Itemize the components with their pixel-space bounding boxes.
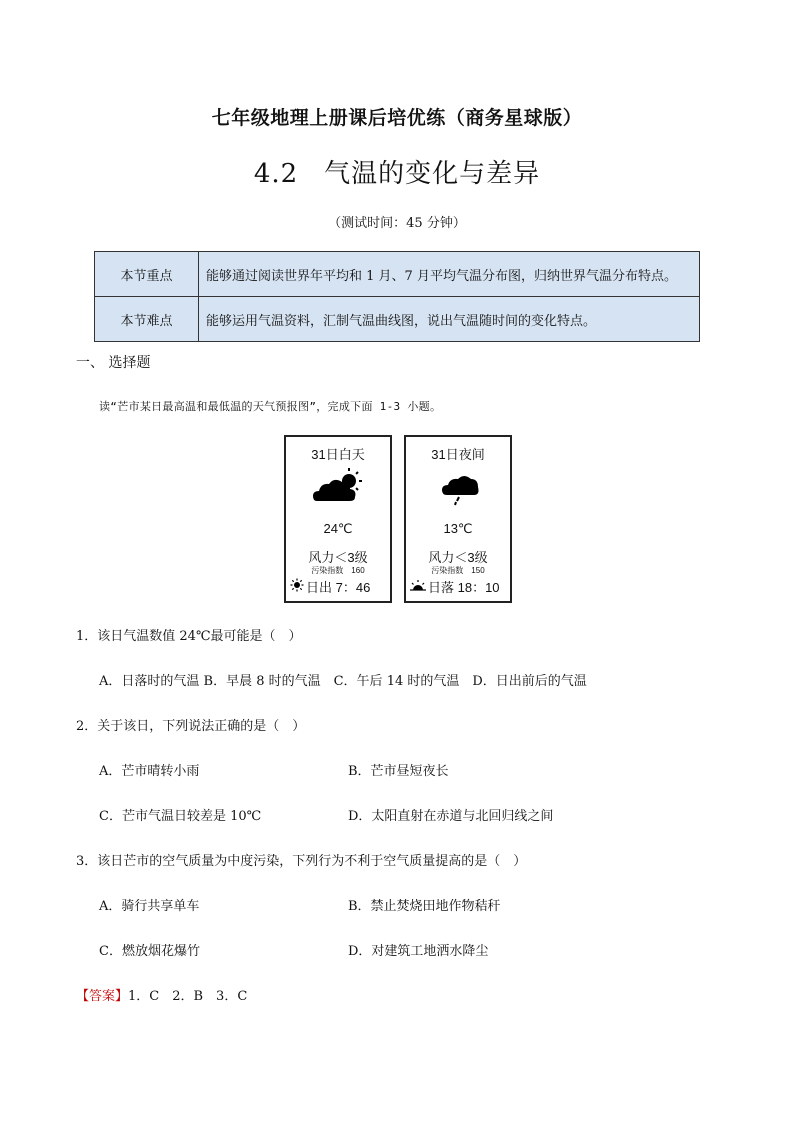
question-2-stem: 2．关于该日，下列说法正确的是（ ） (76, 719, 306, 734)
question-1-options: A．日落时的气温 B．早晨 8 时的气温 C．午后 14 时的气温 D．日出前后的气温 (99, 674, 587, 689)
document-title: 七年级地理上册课后培优练（商务星球版） (211, 107, 583, 129)
sunset-icon (410, 579, 428, 594)
section-number: 4.2 (253, 159, 299, 189)
forecast-day-temperature: 24℃ (323, 521, 353, 536)
forecast-day-sunrise (290, 577, 370, 596)
forecast-day-pollution: 污染指数 160 (311, 566, 365, 575)
test-time: （测试时间：45 分钟） (328, 216, 466, 231)
question-2-option-c: C．芒市气温日较差是 10℃ (99, 809, 262, 824)
sunset-text: 日落 18：10 (428, 580, 500, 595)
section-title-text: 气温的变化与差异 (324, 159, 541, 189)
forecast-day-wind: 风力＜3级 (308, 550, 368, 565)
sunrise-icon (290, 578, 306, 595)
focus-content: 能够通过阅读世界年平均和 1 月、7 月平均气温分布图，归纳世界气温分布特点。 (199, 252, 700, 297)
forecast-night-header: 31日夜间 (431, 447, 485, 462)
forecast-night-temperature: 13℃ (443, 521, 473, 536)
forecast-card-night (404, 435, 512, 603)
table-row (95, 252, 700, 297)
question-1-stem: 1．该日气温数值 24℃最可能是（ ） (76, 629, 302, 644)
partly-cloudy-sun-icon (313, 467, 367, 507)
question-3-stem: 3．该日芒市的空气质量为中度污染，下列行为不利于空气质量提高的是（ ） (76, 854, 527, 869)
section-heading: 一、 选择题 (76, 355, 151, 371)
answer-text: 1．C 2．B 3．C (128, 989, 248, 1004)
forecast-night-wind: 风力＜3级 (428, 550, 488, 565)
question-3-option-a: A．骑行共享单车 (99, 899, 200, 914)
question-2-option-a: A．芒市晴转小雨 (99, 764, 200, 779)
focus-label: 本节重点 (95, 252, 199, 297)
question-2-option-d: D．太阳直射在赤道与北回归线之间 (348, 809, 554, 824)
cloud-rain-icon (433, 467, 487, 507)
answer-line (76, 985, 247, 1004)
section-title (0, 153, 794, 190)
sunrise-text: 日出 7：46 (306, 580, 371, 595)
difficulty-label: 本节难点 (95, 297, 199, 342)
question-3-option-d: D．对建筑工地洒水降尘 (348, 944, 489, 959)
answer-tag: 【答案】 (76, 989, 129, 1004)
forecast-night-pollution: 污染指数 150 (431, 566, 485, 575)
question-3-option-c: C．燃放烟花爆竹 (99, 944, 200, 959)
forecast-night-sunset (410, 577, 500, 596)
focus-table (94, 251, 700, 342)
forecast-card-day (284, 435, 392, 603)
table-row (95, 297, 700, 342)
forecast-day-header: 31日白天 (311, 447, 365, 462)
difficulty-content: 能够运用气温资料，汇制气温曲线图，说出气温随时间的变化特点。 (199, 297, 700, 342)
question-2-option-b: B．芒市昼短夜长 (348, 764, 449, 779)
question-3-option-b: B．禁止焚烧田地作物秸秆 (348, 899, 501, 914)
figure-intro: 读“芒市某日最高温和最低温的天气预报图”，完成下面 1-3 小题。 (99, 400, 442, 413)
